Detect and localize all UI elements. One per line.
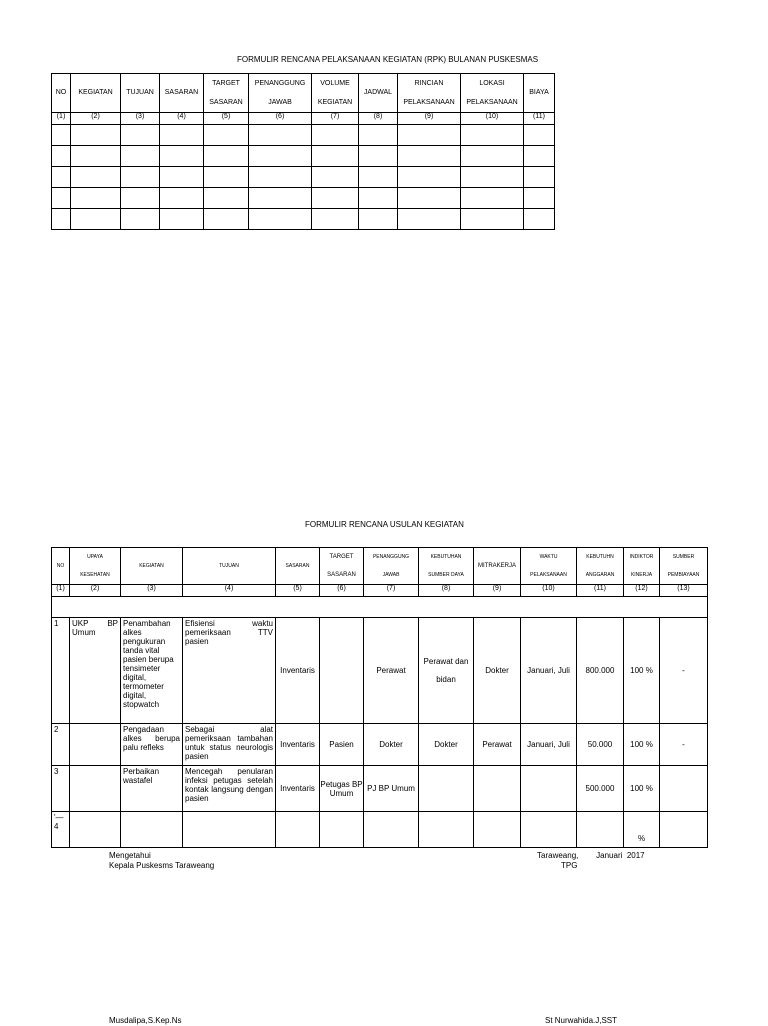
table-cell[interactable] [71, 146, 121, 167]
indikator-cell[interactable]: 100 % [624, 618, 660, 724]
mitra-cell[interactable]: Dokter [474, 618, 521, 724]
mengetahui-label: Mengetahui [109, 851, 151, 860]
table-row [52, 812, 708, 848]
anggaran-cell[interactable] [577, 812, 624, 848]
header-cell: KEGIATAN [121, 548, 183, 585]
header-cell: KEBUTUHAN SUMBER DAYA [419, 548, 474, 585]
table-cell[interactable] [204, 146, 249, 167]
table-cell[interactable] [160, 167, 204, 188]
target-cell[interactable]: Pasien [320, 724, 364, 766]
table-cell[interactable] [398, 125, 461, 146]
table-cell[interactable] [359, 125, 398, 146]
row-number: 3 [52, 766, 70, 812]
tujuan-cell[interactable] [183, 812, 276, 848]
column-number: (11) [577, 585, 624, 597]
table-cell[interactable] [160, 146, 204, 167]
rpk-empty-row [52, 146, 555, 167]
header-cell: INDIKTOR KINERJA [624, 548, 660, 585]
column-number: (6) [249, 113, 312, 125]
penanggung-cell[interactable]: PJ BP Umum [364, 766, 419, 812]
table-cell[interactable] [249, 146, 312, 167]
table-cell[interactable] [461, 209, 524, 230]
pembiayaan-cell[interactable] [660, 766, 708, 812]
column-number: (13) [660, 585, 708, 597]
signature-right-block [537, 851, 645, 871]
table-cell[interactable] [249, 188, 312, 209]
column-number: (6) [320, 585, 364, 597]
rpk-empty-row [52, 125, 555, 146]
kegiatan-cell[interactable]: Penambahan alkes pengukuran tanda vital pasien berupa tensimeter digital, termometer digital, stopwatch [121, 618, 183, 724]
table-cell[interactable] [71, 125, 121, 146]
signer-right-name: St Nurwahida.J,SST [545, 1016, 618, 1025]
header-cell: NO [52, 74, 71, 113]
table-cell[interactable] [359, 188, 398, 209]
waktu-cell[interactable] [521, 766, 577, 812]
tujuan-cell[interactable]: Efisiensi waktu pemeriksaan TTV pasien [183, 618, 276, 724]
waktu-cell[interactable]: Januari, Juli [521, 618, 577, 724]
header-cell: KEGIATAN [71, 74, 121, 113]
signer-left-name: Musdalipa,S.Kep.Ns [109, 1016, 182, 1025]
mitra-cell[interactable] [474, 812, 521, 848]
header-cell: TARGET SASARAN [320, 548, 364, 585]
column-number: (3) [121, 585, 183, 597]
kegiatan-cell[interactable]: Pengadaan alkes berupa palu refleks [121, 724, 183, 766]
table-cell[interactable] [312, 146, 359, 167]
anggaran-cell[interactable]: 500.000 [577, 766, 624, 812]
column-number: (11) [524, 113, 555, 125]
table-cell[interactable] [52, 167, 71, 188]
spacer-row [52, 597, 708, 618]
sumber-daya-cell[interactable] [419, 766, 474, 812]
row-number: '—4 [52, 812, 70, 848]
signature-left-block [109, 851, 214, 871]
table-cell[interactable] [52, 146, 71, 167]
table-cell[interactable] [204, 125, 249, 146]
usulan-header-row [52, 548, 708, 585]
table-row [52, 724, 708, 766]
column-number: (8) [359, 113, 398, 125]
table-cell[interactable] [160, 188, 204, 209]
table-cell[interactable] [524, 188, 555, 209]
header-cell: NO [52, 548, 70, 585]
table-cell[interactable] [52, 188, 71, 209]
table-cell[interactable] [359, 146, 398, 167]
mitra-cell[interactable]: Perawat [474, 724, 521, 766]
table-cell[interactable] [249, 125, 312, 146]
table-cell[interactable] [524, 146, 555, 167]
header-cell: UPAYA KESEHATAN [70, 548, 121, 585]
table-row [52, 618, 708, 724]
tpg-label: TPG [561, 861, 578, 870]
table-cell[interactable] [71, 167, 121, 188]
table-cell[interactable] [312, 209, 359, 230]
header-cell: TUJUAN [183, 548, 276, 585]
table-cell[interactable] [249, 167, 312, 188]
penanggung-cell[interactable]: Perawat [364, 618, 419, 724]
upaya-cell[interactable]: UKP BP Umum [70, 618, 121, 724]
column-number: (10) [461, 113, 524, 125]
column-number: (4) [160, 113, 204, 125]
waktu-cell[interactable]: Januari, Juli [521, 724, 577, 766]
usulan-number-row [52, 585, 708, 597]
header-cell: WAKTU PELAKSANAAN [521, 548, 577, 585]
anggaran-cell[interactable]: 50.000 [577, 724, 624, 766]
kegiatan-cell[interactable]: Perbaikan wastafel [121, 766, 183, 812]
table-cell[interactable] [398, 167, 461, 188]
place-date-label: Taraweang, Januari 2017 [537, 851, 645, 860]
indikator-cell[interactable]: 100 % [624, 766, 660, 812]
column-number: (1) [52, 585, 70, 597]
form1-title: FORMULIR RENCANA PELAKSANAAN KEGIATAN (RPK) BULANAN PUSKESMAS [237, 55, 539, 64]
indikator-cell[interactable]: 100 % [624, 724, 660, 766]
header-cell: LOKASI PELAKSANAAN [461, 74, 524, 113]
table-cell[interactable] [398, 188, 461, 209]
column-number: (2) [71, 113, 121, 125]
header-cell: VOLUME KEGIATAN [312, 74, 359, 113]
sumber-daya-cell[interactable] [419, 812, 474, 848]
header-cell: BIAYA [524, 74, 555, 113]
column-number: (8) [419, 585, 474, 597]
header-cell: JADWAL [359, 74, 398, 113]
header-cell: SUMBER PEMBIAYAAN [660, 548, 708, 585]
header-cell: KEBUTUHN ANGGARAN [577, 548, 624, 585]
table-cell[interactable] [52, 125, 71, 146]
sumber-daya-cell[interactable]: Perawat dan bidan [419, 618, 474, 724]
table-cell[interactable] [461, 188, 524, 209]
anggaran-cell[interactable]: 800.000 [577, 618, 624, 724]
table-cell[interactable] [359, 209, 398, 230]
waktu-cell[interactable] [521, 812, 577, 848]
table-cell[interactable] [160, 125, 204, 146]
table-cell[interactable] [121, 188, 160, 209]
table-cell[interactable] [461, 167, 524, 188]
tujuan-cell[interactable]: Mencegah penularan infeksi petugas setelah kontak langsung dengan pasien [183, 766, 276, 812]
header-cell: PENANGGUNG JAWAB [249, 74, 312, 113]
rpk-empty-row [52, 188, 555, 209]
table-cell[interactable] [121, 146, 160, 167]
table-cell[interactable] [121, 125, 160, 146]
rpk-header-row [52, 74, 555, 113]
rpk-number-row [52, 113, 555, 125]
rencana-usulan-table [51, 547, 708, 848]
column-number: (3) [121, 113, 160, 125]
spacer-cell [52, 597, 708, 618]
table-cell[interactable] [461, 125, 524, 146]
table-cell[interactable] [71, 188, 121, 209]
column-number: (9) [398, 113, 461, 125]
kegiatan-cell[interactable] [121, 812, 183, 848]
sumber-daya-cell[interactable]: Dokter [419, 724, 474, 766]
table-cell[interactable] [524, 209, 555, 230]
header-cell: TUJUAN [121, 74, 160, 113]
table-cell[interactable] [121, 167, 160, 188]
table-cell[interactable] [359, 167, 398, 188]
tujuan-cell[interactable]: Sebagai alat pemeriksaan tambahan untuk status neurologis pasien [183, 724, 276, 766]
kepala-puskesmas-label: Kepala Puskesms Taraweang [109, 861, 215, 870]
column-number: (1) [52, 113, 71, 125]
sasaran-cell[interactable]: Inventaris [276, 618, 320, 724]
column-number: (9) [474, 585, 521, 597]
table-cell[interactable] [71, 209, 121, 230]
column-number: (10) [521, 585, 577, 597]
row-number: 2 [52, 724, 70, 766]
penanggung-cell[interactable] [364, 812, 419, 848]
column-number: (5) [276, 585, 320, 597]
column-number: (4) [183, 585, 276, 597]
upaya-cell[interactable] [70, 766, 121, 812]
table-cell[interactable] [249, 209, 312, 230]
mitra-cell[interactable] [474, 766, 521, 812]
rpk-empty-row [52, 167, 555, 188]
form2-title: FORMULIR RENCANA USULAN KEGIATAN [305, 520, 464, 529]
table-cell[interactable] [398, 146, 461, 167]
table-cell[interactable] [52, 209, 71, 230]
sasaran-cell[interactable]: Inventaris [276, 766, 320, 812]
table-cell[interactable] [461, 146, 524, 167]
table-cell[interactable] [204, 167, 249, 188]
column-number: (7) [364, 585, 419, 597]
indikator-cell[interactable]: % [624, 812, 660, 848]
table-cell[interactable] [160, 209, 204, 230]
table-cell[interactable] [312, 125, 359, 146]
table-cell[interactable] [204, 188, 249, 209]
table-row [52, 766, 708, 812]
column-number: (7) [312, 113, 359, 125]
table-cell[interactable] [398, 209, 461, 230]
penanggung-cell[interactable]: Dokter [364, 724, 419, 766]
table-cell[interactable] [121, 209, 160, 230]
upaya-cell[interactable] [70, 812, 121, 848]
column-number: (2) [70, 585, 121, 597]
target-cell[interactable] [320, 812, 364, 848]
pembiayaan-cell[interactable]: - [660, 618, 708, 724]
row-number: 1 [52, 618, 70, 724]
column-number: (5) [204, 113, 249, 125]
pembiayaan-cell[interactable] [660, 812, 708, 848]
table-cell[interactable] [204, 209, 249, 230]
header-cell: SASARAN [160, 74, 204, 113]
table-cell[interactable] [312, 167, 359, 188]
header-cell: RINCIAN PELAKSANAAN [398, 74, 461, 113]
rpk-empty-row [52, 209, 555, 230]
table-cell[interactable] [524, 125, 555, 146]
table-cell[interactable] [524, 167, 555, 188]
header-cell: TARGET SASARAN [204, 74, 249, 113]
sasaran-cell[interactable] [276, 812, 320, 848]
sasaran-cell[interactable]: Inventaris [276, 724, 320, 766]
target-cell[interactable] [320, 618, 364, 724]
upaya-cell[interactable] [70, 724, 121, 766]
pembiayaan-cell[interactable]: - [660, 724, 708, 766]
header-cell: MITRAKERJA [474, 548, 521, 585]
target-cell[interactable]: Petugas BP Umum [320, 766, 364, 812]
column-number: (12) [624, 585, 660, 597]
header-cell: SASARAN [276, 548, 320, 585]
header-cell: PENANGGUNG JAWAB [364, 548, 419, 585]
rpk-table [51, 73, 555, 230]
table-cell[interactable] [312, 188, 359, 209]
